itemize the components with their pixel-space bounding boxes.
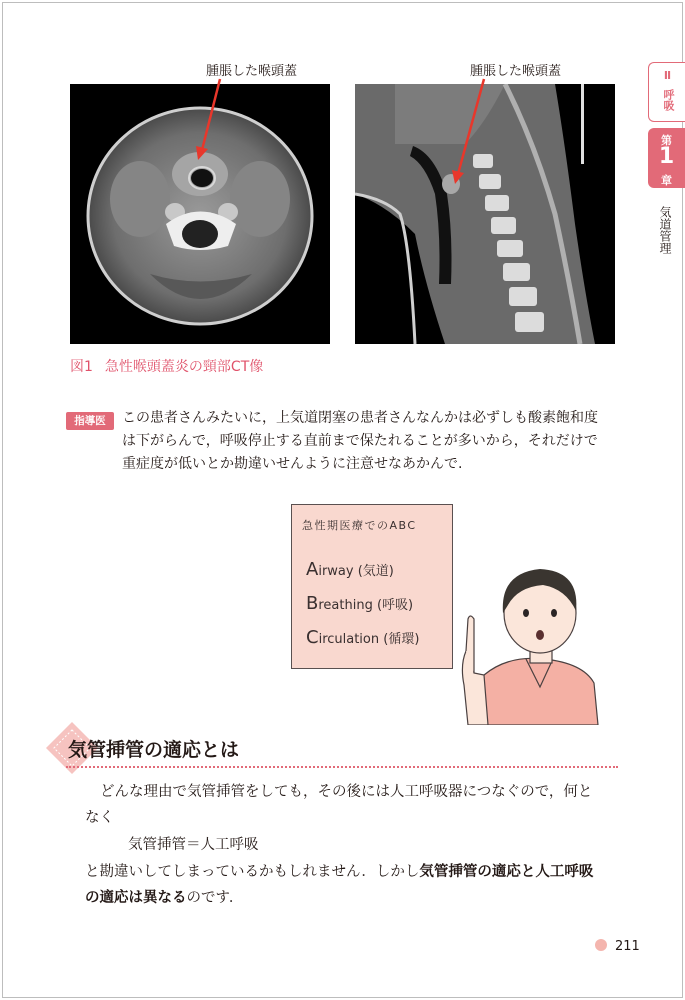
chapter-prefix: 第	[661, 134, 672, 147]
board-item-airway: Airway (気道)	[306, 559, 394, 580]
board-item-circulation: Circulation (循環)	[306, 627, 420, 648]
body-line-5: の適応は異なるのです．	[85, 890, 244, 906]
body-line-2: なく	[85, 810, 114, 826]
board-item-breathing: Breathing (呼吸)	[306, 593, 414, 614]
doctor-speech	[122, 407, 622, 476]
chapter-suffix: 章	[661, 174, 672, 187]
speech-line-2: は下がらんで，呼吸停止する直前まで保たれることが多いから，それだけで	[122, 433, 598, 449]
page-number: 211	[595, 939, 640, 954]
part-name: 呼吸	[662, 89, 675, 111]
page-dot-icon	[595, 939, 607, 951]
figure-caption	[70, 356, 263, 376]
body-line-formula: 気管挿管＝人工呼吸	[128, 837, 259, 853]
doctor-badge: 指導医	[66, 412, 114, 430]
chapter-tab	[648, 128, 685, 188]
body-line-4: と勘違いしてしまっているかもしれません．しかし気管挿管の適応と人工呼吸	[85, 864, 594, 880]
body-line-1: どんな理由で気管挿管をしても，その後には人工呼吸器につなぐので，何と	[100, 784, 593, 800]
label-swollen-epiglottis-right: 腫脹した喉頭蓋	[470, 64, 562, 79]
chapter-title: 気道管理	[658, 206, 672, 254]
label-swollen-epiglottis-left: 腫脹した喉頭蓋	[206, 64, 298, 79]
speech-line-3: 重症度が低いとか勘違いせんように注意せなあかんで.	[122, 456, 463, 472]
speech-line-1: この患者さんみたいに，上気道閉塞の患者さんなんかは必ずしも酸素飽和度	[122, 410, 598, 426]
part-tab	[648, 62, 685, 122]
part-roman: Ⅱ	[663, 69, 672, 82]
figure-caption-text: 急性喉頭蓋炎の頸部CT像	[104, 359, 264, 375]
chapter-number: 1	[658, 144, 675, 169]
abc-board	[291, 504, 453, 669]
section-rule	[66, 766, 618, 768]
figure-number: 図1	[70, 359, 93, 375]
section-title: 気管挿管の適応とは	[68, 739, 240, 761]
doctor-illustration	[448, 555, 608, 725]
board-title: 急性期医療でのABC	[302, 519, 417, 532]
arrow-annotations	[0, 0, 685, 400]
